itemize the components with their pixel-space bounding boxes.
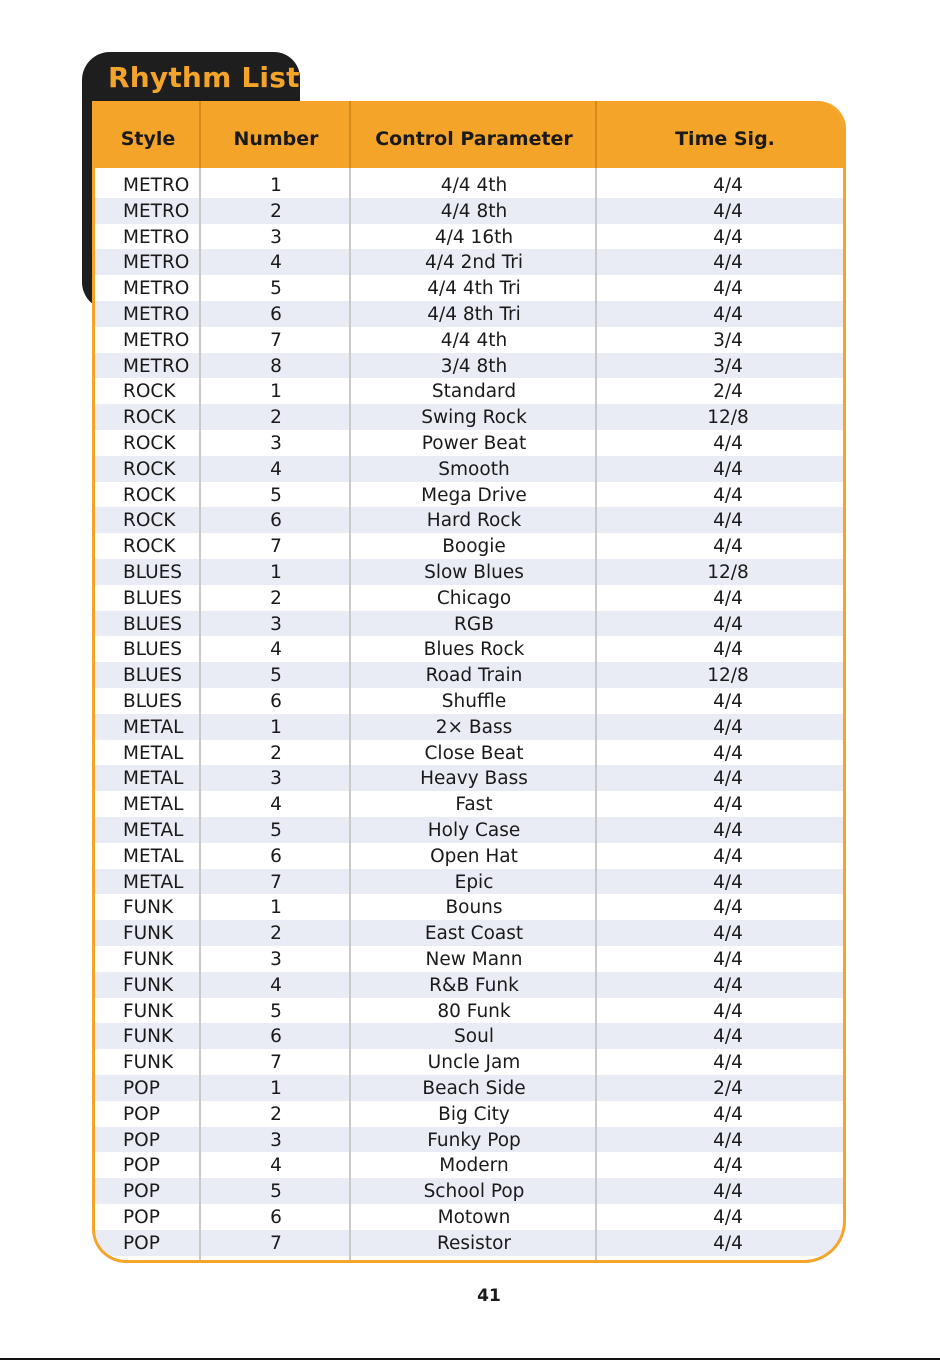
table-row — [95, 224, 843, 250]
table-row — [95, 533, 843, 559]
table-row — [95, 843, 843, 869]
cell-style: METRO — [123, 304, 190, 325]
cell-style: METAL — [123, 845, 184, 867]
table-row — [95, 404, 843, 430]
cell-timesig: 4/4 — [713, 639, 743, 661]
cell-style: FUNK — [123, 974, 174, 996]
cell-timesig: 4/4 — [713, 252, 743, 274]
table-row — [95, 998, 843, 1024]
column-header-parameter: Control Parameter — [375, 127, 573, 150]
cell-number: 6 — [270, 510, 282, 532]
cell-parameter: Bouns — [445, 897, 503, 919]
cell-number: 4 — [270, 639, 282, 661]
cell-timesig: 3/4 — [713, 355, 743, 377]
cell-style: BLUES — [123, 587, 183, 609]
cell-style: POP — [123, 1207, 160, 1228]
cell-number: 4 — [270, 252, 282, 274]
table-row — [95, 198, 843, 224]
cell-parameter: Boogie — [442, 536, 506, 558]
cell-parameter: 80 Funk — [437, 1000, 511, 1022]
cell-parameter: Heavy Bass — [420, 768, 528, 790]
table-row — [95, 275, 843, 301]
cell-timesig: 4/4 — [713, 974, 743, 996]
cell-parameter: Road Train — [425, 665, 523, 687]
cell-number: 1 — [270, 897, 282, 919]
cell-number: 5 — [270, 1000, 282, 1022]
cell-number: 2 — [270, 1103, 282, 1125]
cell-parameter: Mega Drive — [421, 484, 527, 506]
cell-style: METRO — [123, 226, 190, 248]
cell-number: 3 — [270, 768, 282, 790]
cell-timesig: 3/4 — [713, 329, 743, 351]
column-header-number: Number — [233, 127, 319, 150]
cell-parameter: 2× Bass — [435, 716, 513, 738]
cell-style: METAL — [123, 742, 184, 764]
cell-parameter: Standard — [431, 381, 517, 403]
table-row — [95, 456, 843, 482]
cell-number: 5 — [270, 484, 282, 506]
table-row — [95, 920, 843, 946]
cell-timesig: 4/4 — [713, 845, 743, 867]
cell-timesig: 4/4 — [713, 484, 743, 506]
cell-style: ROCK — [123, 484, 176, 506]
cell-style: METRO — [123, 329, 190, 351]
cell-parameter: 4/4 8th Tri — [427, 304, 521, 325]
cell-number: 6 — [270, 845, 282, 867]
cell-timesig: 4/4 — [713, 949, 743, 970]
cell-number: 1 — [270, 381, 282, 403]
cell-parameter: Open Hat — [430, 845, 518, 867]
cell-style: METRO — [123, 252, 190, 274]
cell-parameter: 4/4 8th — [440, 200, 508, 222]
table-row — [95, 972, 843, 998]
page-title: Rhythm List — [108, 61, 300, 94]
cell-parameter: Swing Rock — [421, 407, 527, 429]
table-row — [95, 1178, 843, 1204]
table-row — [95, 378, 843, 404]
table-row — [95, 765, 843, 791]
cell-number: 5 — [270, 278, 282, 300]
cell-number: 3 — [270, 433, 282, 454]
cell-timesig: 4/4 — [713, 510, 743, 532]
cell-timesig: 4/4 — [713, 278, 743, 300]
cell-parameter: Modern — [439, 1155, 509, 1177]
table-row — [95, 353, 843, 379]
cell-number: 2 — [270, 923, 282, 945]
table-row — [95, 740, 843, 766]
cell-number: 7 — [270, 871, 282, 893]
cell-parameter: School Pop — [423, 1181, 525, 1203]
cell-timesig: 12/8 — [707, 665, 749, 687]
table-row — [95, 507, 843, 533]
table-row — [95, 688, 843, 714]
table-row — [95, 636, 843, 662]
cell-timesig: 4/4 — [713, 1026, 743, 1048]
cell-parameter: Big City — [438, 1103, 510, 1125]
cell-timesig: 2/4 — [713, 381, 743, 403]
cell-timesig: 4/4 — [713, 1000, 743, 1022]
cell-number: 5 — [270, 1181, 282, 1203]
table-row — [95, 1152, 843, 1178]
table-row — [95, 1204, 843, 1230]
cell-style: METRO — [123, 355, 190, 377]
table-row — [95, 869, 843, 895]
cell-style: FUNK — [123, 949, 174, 970]
cell-style: METAL — [123, 794, 184, 816]
cell-parameter: Beach Side — [422, 1078, 526, 1099]
cell-timesig: 4/4 — [713, 1232, 743, 1254]
cell-style: POP — [123, 1129, 160, 1151]
cell-number: 3 — [270, 1129, 282, 1151]
page-number: 41 — [477, 1286, 501, 1306]
cell-parameter: Power Beat — [421, 433, 527, 454]
cell-number: 3 — [270, 226, 282, 248]
table-row — [95, 172, 843, 198]
cell-style: ROCK — [123, 458, 176, 480]
column-header-timesig: Time Sig. — [675, 127, 775, 150]
table-row — [95, 791, 843, 817]
table-row — [95, 1101, 843, 1127]
cell-number: 6 — [270, 1026, 282, 1048]
cell-timesig: 4/4 — [713, 613, 743, 635]
cell-style: BLUES — [123, 613, 183, 635]
cell-style: BLUES — [123, 691, 183, 712]
cell-style: BLUES — [123, 562, 183, 583]
cell-timesig: 4/4 — [713, 1103, 743, 1125]
cell-number: 2 — [270, 200, 282, 222]
cell-style: POP — [123, 1181, 160, 1203]
cell-number: 2 — [270, 407, 282, 429]
table-row — [95, 1023, 843, 1049]
cell-style: FUNK — [123, 897, 174, 919]
cell-parameter: Fast — [455, 794, 493, 816]
cell-number: 8 — [270, 355, 282, 377]
cell-style: METRO — [123, 200, 190, 222]
cell-timesig: 4/4 — [713, 897, 743, 919]
cell-style: POP — [123, 1103, 160, 1125]
cell-parameter: 4/4 16th — [434, 226, 514, 248]
cell-parameter: New Mann — [425, 949, 523, 970]
table-row — [95, 817, 843, 843]
cell-number: 1 — [270, 1078, 282, 1099]
cell-parameter: Smooth — [438, 458, 510, 480]
table-row — [95, 482, 843, 508]
cell-timesig: 4/4 — [713, 768, 743, 790]
cell-style: POP — [123, 1155, 160, 1177]
table-row — [95, 585, 843, 611]
table-row — [95, 430, 843, 456]
cell-style: METAL — [123, 768, 184, 790]
cell-number: 7 — [270, 1232, 282, 1254]
cell-timesig: 12/8 — [707, 407, 749, 429]
table-row — [95, 249, 843, 275]
cell-timesig: 4/4 — [713, 1052, 743, 1074]
cell-number: 5 — [270, 665, 282, 687]
cell-number: 4 — [270, 458, 282, 480]
cell-number: 6 — [270, 1207, 282, 1228]
cell-timesig: 4/4 — [713, 200, 743, 222]
cell-style: ROCK — [123, 510, 176, 532]
cell-number: 4 — [270, 974, 282, 996]
cell-style: POP — [123, 1232, 160, 1254]
cell-parameter: Close Beat — [424, 742, 524, 764]
cell-style: POP — [123, 1078, 160, 1099]
cell-timesig: 4/4 — [713, 226, 743, 248]
table-row — [95, 662, 843, 688]
table-row — [95, 1127, 843, 1153]
cell-parameter: Epic — [454, 871, 494, 893]
cell-parameter: East Coast — [424, 923, 524, 945]
cell-style: FUNK — [123, 1000, 174, 1022]
cell-parameter: Motown — [437, 1207, 511, 1228]
table-row — [95, 1049, 843, 1075]
cell-number: 2 — [270, 742, 282, 764]
cell-number: 1 — [270, 562, 282, 583]
cell-parameter: Chicago — [436, 587, 512, 609]
table-row — [95, 611, 843, 637]
cell-timesig: 4/4 — [713, 587, 743, 609]
cell-number: 2 — [270, 587, 282, 609]
cell-style: ROCK — [123, 381, 176, 403]
header-divider — [349, 101, 351, 168]
cell-number: 6 — [270, 304, 282, 325]
cell-parameter: 4/4 2nd Tri — [424, 252, 524, 274]
cell-timesig: 4/4 — [713, 871, 743, 893]
column-divider — [595, 101, 597, 1260]
cell-timesig: 2/4 — [713, 1078, 743, 1099]
column-divider — [199, 101, 201, 1260]
cell-style: ROCK — [123, 407, 176, 429]
cell-parameter: 3/4 8th — [440, 355, 508, 377]
cell-number: 3 — [270, 613, 282, 635]
cell-style: BLUES — [123, 639, 183, 661]
cell-parameter: Hard Rock — [426, 510, 522, 532]
cell-parameter: 4/4 4th Tri — [427, 278, 521, 300]
cell-parameter: Slow Blues — [424, 562, 524, 583]
bottom-rule — [0, 1358, 940, 1360]
cell-number: 6 — [270, 691, 282, 712]
cell-timesig: 4/4 — [713, 536, 743, 558]
cell-timesig: 4/4 — [713, 458, 743, 480]
cell-parameter: Holy Case — [427, 820, 521, 841]
table-row — [95, 894, 843, 920]
cell-timesig: 4/4 — [713, 820, 743, 841]
cell-number: 5 — [270, 820, 282, 841]
cell-parameter: Soul — [454, 1026, 494, 1048]
cell-parameter: RGB — [454, 613, 494, 635]
cell-style: FUNK — [123, 1052, 174, 1074]
cell-timesig: 12/8 — [707, 562, 749, 583]
table-row — [95, 327, 843, 353]
cell-timesig: 4/4 — [713, 1129, 743, 1151]
table-row — [95, 1075, 843, 1101]
cell-style: FUNK — [123, 923, 174, 945]
cell-timesig: 4/4 — [713, 794, 743, 816]
cell-parameter: Resistor — [437, 1232, 511, 1254]
cell-number: 3 — [270, 949, 282, 970]
cell-style: ROCK — [123, 433, 176, 454]
cell-timesig: 4/4 — [713, 1155, 743, 1177]
cell-timesig: 4/4 — [713, 742, 743, 764]
cell-parameter: 4/4 4th — [440, 175, 508, 196]
cell-parameter: Blues Rock — [423, 639, 525, 661]
cell-style: METAL — [123, 716, 184, 738]
cell-timesig: 4/4 — [713, 923, 743, 945]
cell-number: 7 — [270, 329, 282, 351]
column-header-style: Style — [120, 127, 176, 150]
table-row — [95, 946, 843, 972]
header-divider — [595, 101, 597, 168]
cell-number: 4 — [270, 1155, 282, 1177]
cell-style: METAL — [123, 820, 184, 841]
cell-timesig: 4/4 — [713, 1181, 743, 1203]
cell-number: 1 — [270, 716, 282, 738]
table-header — [95, 101, 843, 168]
cell-style: METRO — [123, 278, 190, 300]
cell-timesig: 4/4 — [713, 716, 743, 738]
cell-number: 7 — [270, 536, 282, 558]
cell-style: METAL — [123, 871, 184, 893]
cell-style: ROCK — [123, 536, 176, 558]
cell-parameter: Funky Pop — [427, 1129, 521, 1151]
cell-parameter: R&B Funk — [429, 974, 519, 996]
header-divider — [199, 101, 201, 168]
cell-parameter: 4/4 4th — [440, 329, 508, 351]
cell-style: METRO — [123, 175, 190, 196]
cell-timesig: 4/4 — [713, 691, 743, 712]
cell-style: BLUES — [123, 665, 183, 687]
cell-style: FUNK — [123, 1026, 174, 1048]
table-row — [95, 1230, 843, 1256]
cell-parameter: Shuffle — [441, 691, 507, 712]
cell-number: 4 — [270, 794, 282, 816]
table-row — [95, 559, 843, 585]
column-divider — [349, 101, 351, 1260]
cell-number: 7 — [270, 1052, 282, 1074]
table-row — [95, 301, 843, 327]
cell-number: 1 — [270, 175, 282, 196]
cell-timesig: 4/4 — [713, 175, 743, 196]
rhythm-table — [92, 101, 846, 1263]
cell-timesig: 4/4 — [713, 433, 743, 454]
cell-parameter: Uncle Jam — [427, 1052, 521, 1074]
table-row — [95, 714, 843, 740]
cell-timesig: 4/4 — [713, 304, 743, 325]
cell-timesig: 4/4 — [713, 1207, 743, 1228]
